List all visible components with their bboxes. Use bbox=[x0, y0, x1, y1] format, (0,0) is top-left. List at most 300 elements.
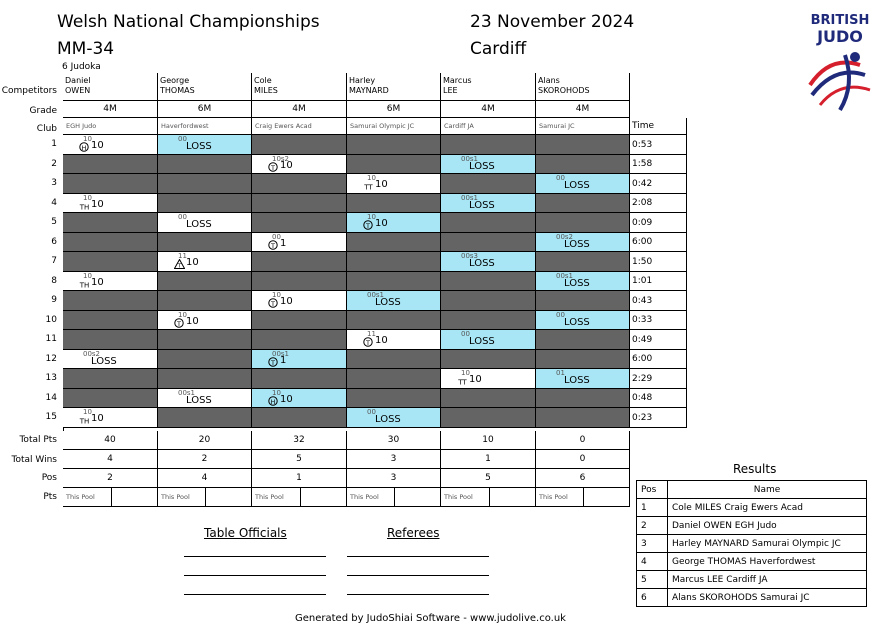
score-detail: 00 bbox=[556, 174, 565, 182]
match-score-cell bbox=[252, 350, 347, 369]
total-pts-cell: 32 bbox=[252, 431, 347, 450]
match-score: 10 bbox=[186, 316, 199, 327]
results-pos: 6 bbox=[637, 589, 668, 607]
competitor-last-name: SKOROHODS bbox=[538, 86, 590, 95]
match-score-cell bbox=[347, 408, 441, 428]
pts-divider bbox=[394, 488, 395, 506]
results-pos: 5 bbox=[637, 571, 668, 589]
match-score-cell bbox=[347, 291, 441, 311]
competitor-last-name: OWEN bbox=[65, 86, 91, 95]
match-number: 1 bbox=[51, 139, 57, 149]
match-score-cell bbox=[347, 213, 441, 233]
results-table bbox=[636, 480, 867, 607]
match-score-cell bbox=[252, 233, 347, 252]
competitor-header bbox=[441, 73, 536, 101]
match-score-cell bbox=[63, 350, 158, 369]
logo-text-judo: JUDO bbox=[817, 27, 863, 46]
event-title: Welsh National Championships bbox=[57, 12, 320, 32]
match-score: LOSS bbox=[564, 239, 590, 250]
svg-text:H: H bbox=[81, 143, 87, 152]
label-total-wins: Total Wins bbox=[11, 455, 57, 465]
match-empty-cell bbox=[536, 252, 630, 272]
label-grade: Grade bbox=[29, 106, 57, 116]
match-score: 10 bbox=[469, 374, 482, 385]
match-score: LOSS bbox=[186, 141, 212, 152]
match-score-cell bbox=[158, 213, 252, 233]
hold-circle-icon bbox=[268, 396, 278, 406]
match-score-cell bbox=[158, 311, 252, 330]
match-time: 2:08 bbox=[629, 194, 687, 213]
match-empty-cell bbox=[158, 408, 252, 428]
total-wins-cell: 3 bbox=[347, 450, 441, 469]
competitor-grade: 4M bbox=[536, 101, 630, 118]
competitor-club: Cardiff JA bbox=[441, 118, 536, 135]
match-empty-cell bbox=[347, 233, 441, 252]
score-detail: 00 bbox=[178, 213, 187, 221]
match-time: 0:09 bbox=[629, 213, 687, 233]
svg-text:T: T bbox=[177, 319, 181, 328]
score-detail: 10 bbox=[83, 194, 92, 202]
match-score-cell bbox=[158, 135, 252, 155]
match-empty-cell bbox=[158, 291, 252, 311]
match-time: 1:58 bbox=[629, 155, 687, 174]
score-detail: 00s1 bbox=[556, 272, 574, 280]
results-row bbox=[637, 499, 867, 517]
pts-divider bbox=[205, 488, 206, 506]
match-score: 10 bbox=[280, 296, 293, 307]
competitor-grade: 6M bbox=[158, 101, 252, 118]
match-time: 0:49 bbox=[629, 330, 687, 350]
match-score-cell bbox=[441, 194, 536, 213]
competitor-last-name: THOMAS bbox=[160, 86, 195, 95]
match-score-cell bbox=[347, 174, 441, 194]
match-empty-cell bbox=[252, 213, 347, 233]
competitor-last-name: MILES bbox=[254, 86, 278, 95]
match-empty-cell bbox=[441, 311, 536, 330]
match-time: 0:23 bbox=[629, 408, 687, 428]
throw-circle-icon bbox=[174, 318, 184, 328]
match-score: LOSS bbox=[564, 375, 590, 386]
score-detail: 10 bbox=[83, 135, 92, 143]
match-empty-cell bbox=[441, 135, 536, 155]
competitor-header bbox=[347, 73, 441, 101]
pts-divider bbox=[111, 488, 112, 506]
match-score-cell bbox=[536, 233, 630, 252]
results-pos: 4 bbox=[637, 553, 668, 571]
match-empty-cell bbox=[441, 213, 536, 233]
score-detail: 10 bbox=[272, 389, 281, 397]
match-empty-cell bbox=[252, 252, 347, 272]
throw-circle-icon bbox=[268, 298, 278, 308]
match-score: LOSS bbox=[564, 278, 590, 289]
results-row bbox=[637, 589, 867, 607]
results-name: Daniel OWEN EGH Judo bbox=[668, 517, 867, 535]
competitor-grade: 6M bbox=[347, 101, 441, 118]
match-score: LOSS bbox=[469, 200, 495, 211]
match-empty-cell bbox=[536, 389, 630, 408]
total-wins-cell: 2 bbox=[158, 450, 252, 469]
score-detail: 10 bbox=[83, 272, 92, 280]
match-score-cell bbox=[347, 330, 441, 350]
time-header: Time bbox=[629, 118, 687, 135]
match-number: 14 bbox=[45, 393, 57, 403]
match-score: LOSS bbox=[91, 356, 117, 367]
match-score: 10 bbox=[91, 140, 104, 151]
total-wins-cell: 4 bbox=[63, 450, 158, 469]
match-number: 9 bbox=[51, 295, 57, 305]
match-score: LOSS bbox=[186, 219, 212, 230]
match-empty-cell bbox=[252, 174, 347, 194]
match-empty-cell bbox=[63, 213, 158, 233]
match-number: 13 bbox=[45, 373, 57, 383]
match-empty-cell bbox=[158, 194, 252, 213]
match-empty-cell bbox=[441, 350, 536, 369]
match-empty-cell bbox=[63, 369, 158, 389]
match-time: 0:33 bbox=[629, 311, 687, 330]
pts-this-pool-label: This Pool bbox=[444, 493, 473, 501]
pts-divider bbox=[489, 488, 490, 506]
match-score-cell bbox=[63, 135, 158, 155]
match-number: 6 bbox=[51, 237, 57, 247]
referees-heading: Referees bbox=[387, 526, 440, 540]
results-row bbox=[637, 571, 867, 589]
referee-signature-line bbox=[347, 575, 489, 576]
score-detail: 00s1 bbox=[367, 291, 385, 299]
svg-text:TT: TT bbox=[364, 183, 373, 191]
match-number: 3 bbox=[51, 178, 57, 188]
pts-divider bbox=[583, 488, 584, 506]
pts-cell bbox=[158, 488, 252, 507]
pts-this-pool-label: This Pool bbox=[350, 493, 379, 501]
competitor-grade: 4M bbox=[441, 101, 536, 118]
pts-cell bbox=[441, 488, 536, 507]
match-empty-cell bbox=[536, 408, 630, 428]
match-time: 1:50 bbox=[629, 252, 687, 272]
score-detail: 00s1 bbox=[461, 155, 479, 163]
score-detail: 00s1 bbox=[178, 389, 196, 397]
results-name: Alans SKOROHODS Samurai JC bbox=[668, 589, 867, 607]
match-empty-cell bbox=[347, 350, 441, 369]
score-detail: 00s2 bbox=[556, 233, 574, 241]
throw-circle-icon bbox=[268, 240, 278, 250]
match-number: 11 bbox=[45, 334, 57, 344]
table-officials-heading: Table Officials bbox=[204, 526, 287, 540]
score-detail: 10 bbox=[83, 408, 92, 416]
th-technique-icon bbox=[79, 201, 90, 211]
label-total-pts: Total Pts bbox=[19, 435, 57, 445]
results-name: Cole MILES Craig Ewers Acad bbox=[668, 499, 867, 517]
results-name: Harley MAYNARD Samurai Olympic JC bbox=[668, 535, 867, 553]
competitor-first-name: Marcus bbox=[443, 76, 472, 85]
position-cell: 2 bbox=[63, 469, 158, 488]
match-number: 4 bbox=[51, 198, 57, 208]
throw-circle-icon bbox=[363, 220, 373, 230]
match-empty-cell bbox=[347, 369, 441, 389]
match-empty-cell bbox=[536, 213, 630, 233]
match-empty-cell bbox=[252, 135, 347, 155]
position-cell: 4 bbox=[158, 469, 252, 488]
tt-technique-icon bbox=[363, 181, 374, 191]
match-empty-cell bbox=[441, 408, 536, 428]
match-score-cell bbox=[441, 155, 536, 174]
match-time: 6:00 bbox=[629, 350, 687, 369]
score-detail: 00 bbox=[461, 330, 470, 338]
match-time: 0:42 bbox=[629, 174, 687, 194]
pts-cell bbox=[347, 488, 441, 507]
svg-text:T: T bbox=[271, 299, 275, 308]
match-score: LOSS bbox=[469, 258, 495, 269]
match-empty-cell bbox=[347, 252, 441, 272]
match-score-cell bbox=[441, 369, 536, 389]
competitor-last-name: MAYNARD bbox=[349, 86, 389, 95]
match-empty-cell bbox=[252, 311, 347, 330]
svg-text:T: T bbox=[271, 241, 275, 250]
total-pts-cell: 10 bbox=[441, 431, 536, 450]
throw-circle-icon bbox=[268, 357, 278, 367]
match-empty-cell bbox=[536, 155, 630, 174]
total-wins-cell: 1 bbox=[441, 450, 536, 469]
match-score: 10 bbox=[91, 277, 104, 288]
position-cell: 6 bbox=[536, 469, 630, 488]
match-number: 8 bbox=[51, 276, 57, 286]
match-time: 0:53 bbox=[629, 135, 687, 155]
score-detail: 00 bbox=[556, 311, 565, 319]
results-row bbox=[637, 535, 867, 553]
match-empty-cell bbox=[252, 272, 347, 291]
results-row bbox=[637, 517, 867, 535]
svg-text:T: T bbox=[271, 163, 275, 172]
competitor-club: Samurai Olympic JC bbox=[347, 118, 441, 135]
score-detail: 00 bbox=[272, 233, 281, 241]
tt-technique-icon bbox=[457, 376, 468, 386]
match-score-cell bbox=[63, 194, 158, 213]
official-signature-line bbox=[184, 556, 326, 557]
total-wins-cell: 5 bbox=[252, 450, 347, 469]
match-empty-cell bbox=[441, 272, 536, 291]
match-score-cell bbox=[252, 155, 347, 174]
svg-text:TH: TH bbox=[79, 281, 90, 289]
results-name: Marcus LEE Cardiff JA bbox=[668, 571, 867, 589]
pts-this-pool-label: This Pool bbox=[255, 493, 284, 501]
match-score-cell bbox=[536, 174, 630, 194]
score-detail: 11 bbox=[178, 252, 187, 260]
match-empty-cell bbox=[536, 194, 630, 213]
label-competitors: Competitors bbox=[1, 86, 57, 96]
score-detail: 10 bbox=[461, 369, 470, 377]
pts-this-pool-label: This Pool bbox=[66, 493, 95, 501]
svg-text:T: T bbox=[366, 338, 370, 347]
results-col-pos: Pos bbox=[637, 481, 668, 499]
match-empty-cell bbox=[536, 135, 630, 155]
position-cell: 3 bbox=[347, 469, 441, 488]
match-time: 2:29 bbox=[629, 369, 687, 389]
score-detail: 00s1 bbox=[461, 194, 479, 202]
referee-signature-line bbox=[347, 594, 489, 595]
match-score: 10 bbox=[91, 199, 104, 210]
score-detail: 10 bbox=[367, 174, 376, 182]
total-pts-cell: 0 bbox=[536, 431, 630, 450]
results-name: George THOMAS Haverfordwest bbox=[668, 553, 867, 571]
judoka-count: 6 Judoka bbox=[62, 62, 101, 72]
svg-text:TH: TH bbox=[79, 417, 90, 425]
match-time: 0:48 bbox=[629, 389, 687, 408]
match-score-cell bbox=[63, 272, 158, 291]
score-detail: 01 bbox=[556, 369, 565, 377]
match-empty-cell bbox=[441, 291, 536, 311]
score-detail: 10 bbox=[367, 213, 376, 221]
results-pos: 1 bbox=[637, 499, 668, 517]
competitor-club: Haverfordwest bbox=[158, 118, 252, 135]
match-score: LOSS bbox=[469, 336, 495, 347]
competitor-first-name: Daniel bbox=[65, 76, 91, 85]
competitor-grade: 4M bbox=[63, 101, 158, 118]
th-technique-icon bbox=[79, 415, 90, 425]
match-score: 10 bbox=[280, 394, 293, 405]
results-title: Results bbox=[733, 462, 777, 476]
match-empty-cell bbox=[158, 330, 252, 350]
match-score: LOSS bbox=[469, 161, 495, 172]
match-score-cell bbox=[536, 369, 630, 389]
match-empty-cell bbox=[158, 174, 252, 194]
referee-signature-line bbox=[347, 556, 489, 557]
match-number: 2 bbox=[51, 159, 57, 169]
match-empty-cell bbox=[347, 311, 441, 330]
match-empty-cell bbox=[252, 408, 347, 428]
match-score: 10 bbox=[186, 257, 199, 268]
total-pts-cell: 30 bbox=[347, 431, 441, 450]
hold-circle-icon bbox=[79, 142, 89, 152]
match-number: 10 bbox=[45, 315, 57, 325]
match-empty-cell bbox=[158, 350, 252, 369]
match-empty-cell bbox=[347, 135, 441, 155]
event-date: 23 November 2024 bbox=[470, 12, 635, 32]
competitor-club: Samurai JC bbox=[536, 118, 630, 135]
pts-this-pool-label: This Pool bbox=[539, 493, 568, 501]
competitor-last-name: LEE bbox=[443, 86, 458, 95]
match-empty-cell bbox=[158, 155, 252, 174]
label-pos: Pos bbox=[41, 473, 57, 483]
score-detail: 00s3 bbox=[461, 252, 479, 260]
total-pts-cell: 20 bbox=[158, 431, 252, 450]
match-score: 10 bbox=[375, 218, 388, 229]
score-detail: 10 bbox=[272, 291, 281, 299]
svg-text:T: T bbox=[271, 358, 275, 367]
match-number: 7 bbox=[51, 256, 57, 266]
position-cell: 1 bbox=[252, 469, 347, 488]
svg-text:TH: TH bbox=[79, 203, 90, 211]
label-pts: Pts bbox=[43, 492, 57, 502]
results-row bbox=[637, 553, 867, 571]
score-detail: 00s1 bbox=[272, 350, 290, 358]
pts-divider bbox=[300, 488, 301, 506]
match-empty-cell bbox=[441, 389, 536, 408]
position-cell: 5 bbox=[441, 469, 536, 488]
competitor-header bbox=[536, 73, 630, 101]
match-score: 1 bbox=[280, 238, 287, 249]
match-score: 10 bbox=[375, 179, 388, 190]
match-empty-cell bbox=[347, 272, 441, 291]
match-empty-cell bbox=[158, 233, 252, 252]
match-number: 5 bbox=[51, 217, 57, 227]
match-time: 6:00 bbox=[629, 233, 687, 252]
match-empty-cell bbox=[63, 291, 158, 311]
score-detail: 00 bbox=[178, 135, 187, 143]
svg-text:T: T bbox=[177, 263, 182, 269]
match-empty-cell bbox=[63, 311, 158, 330]
official-signature-line bbox=[184, 575, 326, 576]
match-empty-cell bbox=[441, 174, 536, 194]
match-empty-cell bbox=[536, 350, 630, 369]
match-empty-cell bbox=[536, 330, 630, 350]
competitor-first-name: George bbox=[160, 76, 190, 85]
competitor-first-name: Harley bbox=[349, 76, 376, 85]
label-club: Club bbox=[36, 124, 57, 134]
competitor-club: Craig Ewers Acad bbox=[252, 118, 347, 135]
throw-circle-icon bbox=[268, 162, 278, 172]
match-score-cell bbox=[158, 252, 252, 272]
match-empty-cell bbox=[63, 233, 158, 252]
pts-cell bbox=[536, 488, 630, 507]
match-empty-cell bbox=[63, 174, 158, 194]
match-empty-cell bbox=[63, 389, 158, 408]
match-score-cell bbox=[63, 408, 158, 428]
match-score-cell bbox=[536, 311, 630, 330]
footer-generated: Generated by JudoShiai Software - www.judolive.co.uk bbox=[295, 613, 566, 624]
pts-this-pool-label: This Pool bbox=[161, 493, 190, 501]
warning-triangle-icon bbox=[174, 259, 185, 269]
score-detail: 11 bbox=[367, 330, 376, 338]
match-score-cell bbox=[252, 389, 347, 408]
competitor-header bbox=[63, 73, 158, 101]
match-score: 1 bbox=[280, 355, 287, 366]
official-signature-line bbox=[184, 594, 326, 595]
match-score: 10 bbox=[91, 413, 104, 424]
throw-circle-icon bbox=[363, 337, 373, 347]
match-score-cell bbox=[252, 291, 347, 311]
match-empty-cell bbox=[63, 252, 158, 272]
match-score-cell bbox=[441, 330, 536, 350]
competitor-header bbox=[252, 73, 347, 101]
match-empty-cell bbox=[252, 369, 347, 389]
competitor-grade: 4M bbox=[252, 101, 347, 118]
match-time: 1:01 bbox=[629, 272, 687, 291]
svg-text:TT: TT bbox=[458, 378, 467, 386]
results-pos: 3 bbox=[637, 535, 668, 553]
total-wins-cell: 0 bbox=[536, 450, 630, 469]
match-score: LOSS bbox=[564, 317, 590, 328]
match-score: LOSS bbox=[564, 180, 590, 191]
match-score-cell bbox=[158, 389, 252, 408]
competitor-club: EGH Judo bbox=[63, 118, 158, 135]
competitor-header bbox=[158, 73, 252, 101]
match-empty-cell bbox=[63, 330, 158, 350]
results-pos: 2 bbox=[637, 517, 668, 535]
competitor-first-name: Alans bbox=[538, 76, 560, 85]
match-empty-cell bbox=[158, 272, 252, 291]
match-score: LOSS bbox=[375, 297, 401, 308]
category-label: MM-34 bbox=[57, 39, 115, 59]
match-score: 10 bbox=[375, 335, 388, 346]
pts-cell bbox=[252, 488, 347, 507]
score-detail: 00s2 bbox=[83, 350, 101, 358]
match-number: 15 bbox=[45, 412, 57, 422]
svg-text:T: T bbox=[366, 221, 370, 230]
match-empty-cell bbox=[347, 194, 441, 213]
score-detail: 10s2 bbox=[272, 155, 290, 163]
match-score: 10 bbox=[280, 160, 293, 171]
score-detail: 00 bbox=[367, 408, 376, 416]
pts-cell bbox=[63, 488, 158, 507]
